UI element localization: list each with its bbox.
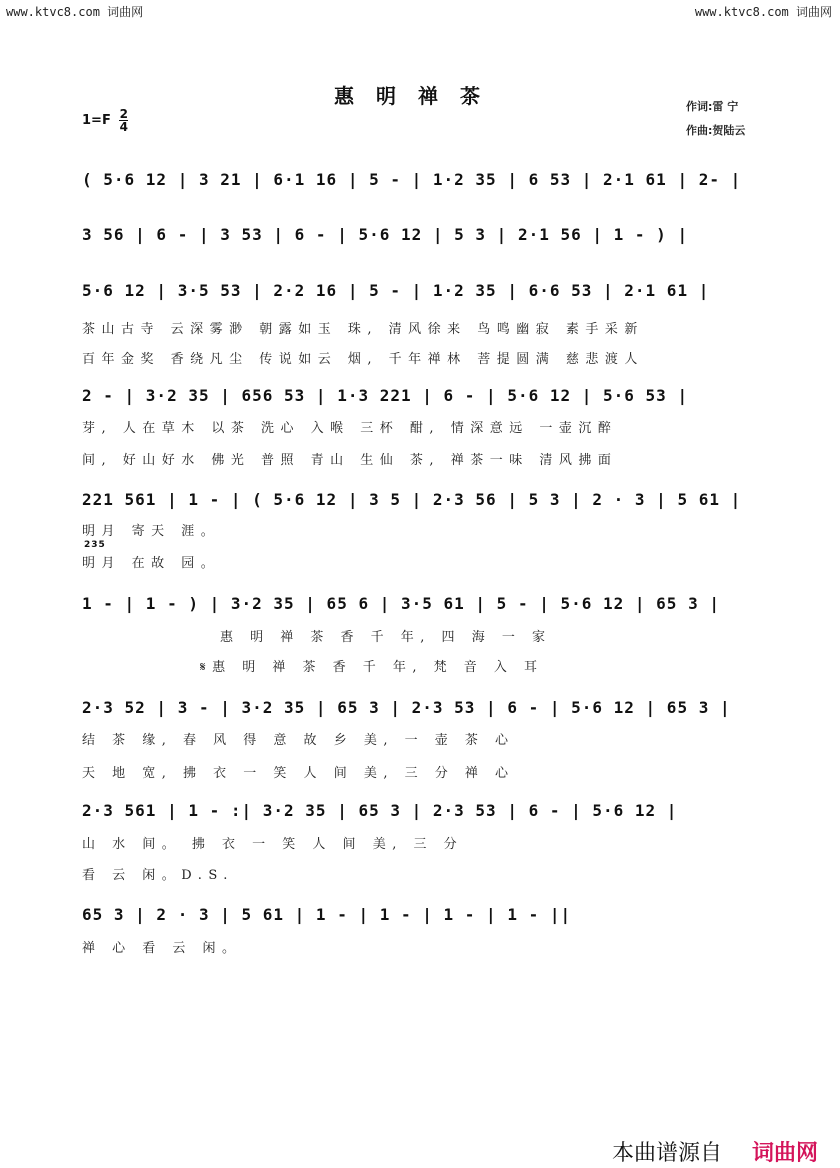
composer: 作曲:贺陆云 <box>686 124 746 137</box>
time-numerator: 2 <box>119 107 129 121</box>
song-title: 惠明禅茶 <box>334 84 502 108</box>
lyric-line-4b: 间, 好山好水 佛光 普照 青山 生仙 茶, 禅茶一味 清风拂面 <box>82 453 618 468</box>
notation-line-5: 221 561 | 1 - | ( 5·6 12 | 3 5 | 2·3 56 | 5 3 | 2 · 3 | 5 61 | <box>82 490 742 509</box>
footer-source-label: 本曲谱源自 <box>612 1141 723 1166</box>
lyric-line-7b: 天 地 宽, 拂 衣 一 笑 人 间 美, 三 分 禅 心 <box>82 766 515 781</box>
notation-line-3: 5·6 12 | 3·5 53 | 2·2 16 | 5 - | 1·2 35 | 6·6 53 | 2·1 61 | <box>82 281 710 300</box>
key-label: 1=F <box>82 113 111 128</box>
site-watermark-right: www.ktvc8.com 词曲网 <box>694 5 832 19</box>
time-denominator: 4 <box>119 120 129 134</box>
notation-line-1: ( 5·6 12 | 3 21 | 6·1 16 | 5 - | 1·2 35 | 6 53 | 2·1 61 | 2- | <box>82 170 742 189</box>
footer-brand: 词曲网 <box>752 1141 819 1166</box>
lyricist: 作词:雷 宁 <box>686 100 739 113</box>
lyric-line-9: 禅 心 看 云 闲。 <box>82 941 242 956</box>
notation-line-7: 2·3 52 | 3 - | 3·2 35 | 65 3 | 2·3 53 | 6 - | 5·6 12 | 65 3 | <box>82 698 731 717</box>
lyric-line-3a: 茶山古寺 云深雾渺 朝露如玉 珠, 清风徐来 鸟鸣幽寂 素手采新 <box>82 322 644 337</box>
notation-line-9: 65 3 | 2 · 3 | 5 61 | 1 - | 1 - | 1 - | 1 - || <box>82 905 572 924</box>
lyric-line-7a: 结 茶 缘, 春 风 得 意 故 乡 美, 一 壶 茶 心 <box>82 733 515 748</box>
notation-line-2: 3 56 | 6 - | 3 53 | 6 - | 5·6 12 | 5 3 | 2·1 56 | 1 - ) | <box>82 225 689 244</box>
site-watermark-left: www.ktvc8.com 词曲网 <box>6 5 144 19</box>
small-notes: 235 <box>84 540 106 550</box>
lyric-line-6a: 惠 明 禅 茶 香 千 年, 四 海 一 家 <box>220 630 552 645</box>
key-signature <box>82 108 128 133</box>
time-signature <box>119 108 128 133</box>
lyric-line-3b: 百年金奖 香绕凡尘 传说如云 烟, 千年禅林 菩提圆满 慈悲渡人 <box>82 352 644 367</box>
notation-line-6: 1 - | 1 - ) | 3·2 35 | 65 6 | 3·5 61 | 5 - | 5·6 12 | 65 3 | <box>82 594 720 613</box>
lyric-line-4a: 芽, 人在草木 以茶 洗心 入喉 三杯 酣, 情深意远 一壶沉醉 <box>82 421 618 436</box>
notation-line-8: 2·3 561 | 1 - :| 3·2 35 | 65 3 | 2·3 53 | 6 - | 5·6 12 | <box>82 801 678 820</box>
lyric-line-6b: 𝄋惠 明 禅 茶 香 千 年, 梵 音 入 耳 <box>200 660 544 675</box>
lyric-line-5a: 明月 寄天 涯。 <box>82 524 221 539</box>
lyric-line-8b: 看 云 闲。D.S. <box>82 868 234 883</box>
lyric-line-8a: 山 水 间。 拂 衣 一 笑 人 间 美, 三 分 <box>82 837 464 852</box>
lyric-line-5b: 明月 在故 园。 <box>82 556 221 571</box>
notation-line-4: 2 - | 3·2 35 | 656 53 | 1·3 221 | 6 - | 5·6 12 | 5·6 53 | <box>82 386 689 405</box>
